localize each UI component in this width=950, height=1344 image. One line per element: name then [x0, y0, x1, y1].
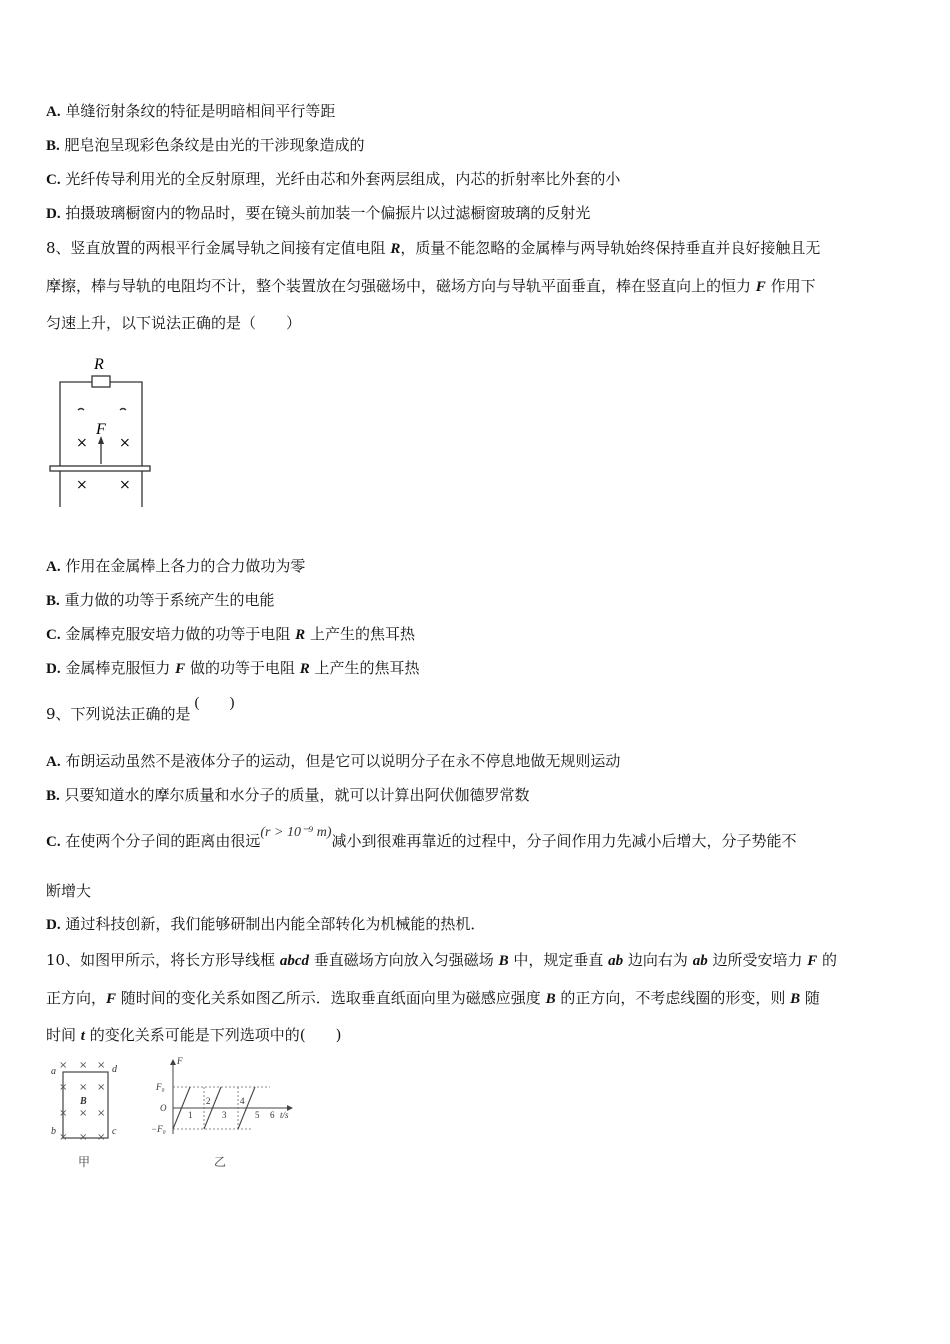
q10-stem-line2: 正方向，F 随时间的变化关系如图乙所示．选取垂直纸面向里为磁感应强度 B 的正方向，不考虑线圈的形变，则 B 随 [46, 989, 820, 1007]
tick-label: 4 [240, 1096, 245, 1106]
field-cross: × [76, 435, 88, 451]
q7-option-a: A. 单缝衍射条纹的特征是明暗相间平行等距 [46, 102, 336, 120]
svg-text:×: × [79, 1108, 88, 1119]
field-cross: × [119, 435, 131, 451]
origin-label: O [160, 1103, 167, 1113]
q8-figure [46, 352, 156, 512]
q8-option-b: B. 重力做的功等于系统产生的电能 [46, 591, 275, 609]
q9-option-a: A. 布朗运动虽然不是液体分子的运动，但是它可以说明分子在永不停息地做无规则运动 [46, 752, 621, 770]
corner-b: b [51, 1126, 56, 1137]
svg-text:×: × [97, 1132, 106, 1143]
q8-option-a: A. 作用在金属棒上各力的合力做功为零 [46, 557, 306, 575]
svg-text:×: × [59, 1082, 68, 1093]
q7-option-c: C. 光纤传导利用光的全反射原理，光纤由芯和外套两层组成，内芯的折射率比外套的小 [46, 170, 621, 188]
distance-formula: (r > 10⁻⁹ m) [260, 825, 332, 840]
svg-text:×: × [79, 1060, 88, 1071]
q9-option-b: B. 只要知道水的摩尔质量和水分子的质量，就可以计算出阿伏伽德罗常数 [46, 786, 530, 804]
caption-jia: 甲 [78, 1155, 91, 1169]
q7-option-d: D. 拍摄玻璃橱窗内的物品时，要在镜头前加装一个偏振片以过滤橱窗玻璃的反射光 [46, 204, 591, 222]
axis-label-f: F [177, 1056, 183, 1066]
axis-label-ts: t/s [280, 1110, 289, 1120]
svg-text:×: × [59, 1108, 68, 1119]
label-f0: F₀ [156, 1082, 165, 1092]
corner-a: a [51, 1066, 56, 1077]
svg-text:×: × [79, 1082, 88, 1093]
q8-stem-line1: 8、竖直放置的两根平行金属导轨之间接有定值电阻 R，质量不能忽略的金属棒与两导轨始终保持垂直并良好接触且无 [46, 239, 821, 257]
tick-label: 3 [222, 1110, 227, 1120]
svg-text:×: × [59, 1060, 68, 1071]
label-neg-f0: −F₀ [151, 1124, 166, 1134]
q8-option-d: D. 金属棒克服恒力 F 做的功等于电阻 R 上产生的焦耳热 [46, 659, 420, 677]
q10-figure-yi [148, 1056, 308, 1174]
corner-d: d [112, 1064, 117, 1075]
corner-c: c [112, 1126, 117, 1137]
q9-option-d: D. 通过科技创新，我们能够研制出内能全部转化为机械能的热机． [46, 915, 486, 933]
svg-text:×: × [79, 1132, 88, 1143]
tick-label: 6 [270, 1110, 275, 1120]
svg-text:×: × [97, 1082, 106, 1093]
q10-stem-line1: 10、如图甲所示，将长方形导线框 abcd 垂直磁场方向放入匀强磁场 B 中，规定垂直 ab 边向右为 ab 边所受安培力 F 的 [46, 951, 838, 969]
field-cross: × [119, 477, 131, 493]
field-label-b: B [80, 1096, 87, 1107]
svg-text:×: × [59, 1132, 68, 1143]
force-label: F [96, 421, 106, 438]
caption-yi: 乙 [214, 1155, 227, 1169]
q8-stem-line2: 摩擦，棒与导轨的电阻均不计，整个装置放在匀强磁场中，磁场方向与导轨平面垂直，棒在竖直向上的恒力 F 作用下 [46, 277, 816, 295]
tick-label: 2 [206, 1096, 211, 1106]
svg-text:×: × [97, 1060, 106, 1071]
tick-label: 1 [188, 1110, 193, 1120]
svg-text:×: × [97, 1108, 106, 1119]
q7-option-b: B. 肥皂泡呈现彩色条纹是由光的干涉现象造成的 [46, 136, 365, 154]
field-cross: × [76, 477, 88, 493]
q8-stem-line3: 匀速上升，以下说法正确的是（ ） [46, 314, 302, 332]
tick-label: 5 [255, 1110, 260, 1120]
q9-option-c: C. 在使两个分子间的距离由很远(r > 10⁻⁹ m)减小到很难再靠近的过程中，分子间作用力先减小后增大，分子势能不 [46, 825, 797, 850]
q10-stem-line3: 时间 t 的变化关系可能是下列选项中的( ) [46, 1026, 342, 1044]
q8-option-c: C. 金属棒克服安培力做的功等于电阻 R 上产生的焦耳热 [46, 625, 415, 643]
q10-figure-jia [46, 1058, 126, 1173]
q9-option-c-cont: 断增大 [46, 882, 92, 900]
q9-stem: 9、下列说法正确的是( ) [46, 695, 235, 723]
resistor-label: R [94, 356, 104, 373]
